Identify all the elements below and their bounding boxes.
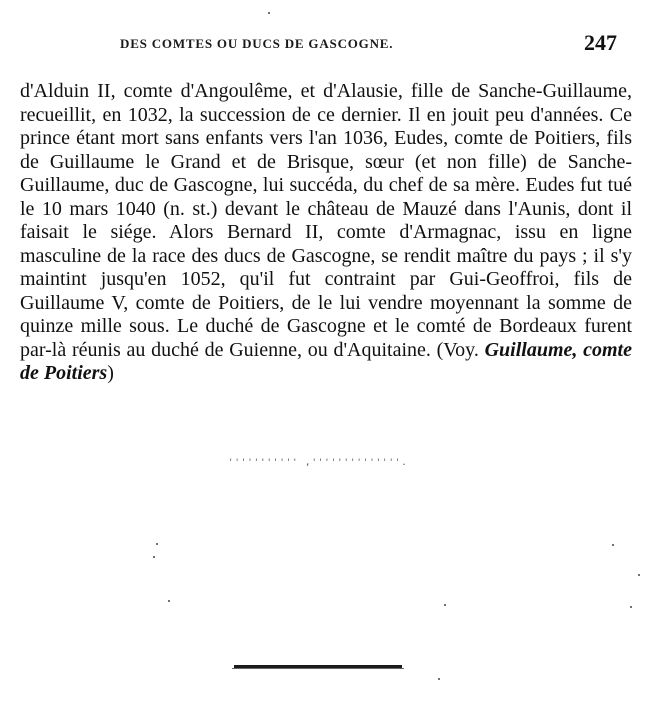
paragraph-close: ) — [107, 362, 114, 384]
ink-speck — [156, 543, 158, 545]
page-number: 247 — [584, 30, 617, 55]
ink-speck — [438, 678, 440, 680]
body-paragraph — [20, 80, 632, 386]
print-ornament: ''''''''''' ,''''''''''''''. — [228, 458, 408, 468]
ink-speck — [168, 600, 170, 602]
ink-speck — [153, 556, 155, 558]
ink-speck — [268, 12, 270, 14]
ink-speck — [612, 544, 614, 546]
running-head: DES COMTES OU DUCS DE GASCOGNE. — [120, 36, 394, 51]
paragraph-text: d'Alduin II, comte d'Angoulême, et d'Alausie, fille de Sanche-Guillaume, recueillit, en 1032, la succession de ce dernier. Il en jouit peu d'années. Ce prince étant mort sans enfants vers l'an 1036, Eudes, comte de Poitiers, fils de Guillaume le Grand et de Brisque, sœur (et non fille) de Sanche-Guillaume, duc de Gascogne, lui succéda, du chef de sa mère. Eudes fut tué le 10 mars 1040 (n. st.) devant le château de Mauzé dans l'Aunis, dont il faisait le siége. Alors Bernard II, comte d'Armagnac, issu en ligne masculine de la race des ducs de Gascogne, se rendit maître du pays ; il s'y maintint jusqu'en 1052, qu'il fut contraint par Gui-Geoffroi, fils de Guillaume V, comte de Poitiers, de le lui vendre moyennant la somme de quinze mille sous. Le duché de Gascogne et le comté de Bordeaux furent par-là réunis au duché de Guienne, ou d'Aquitaine. (Voy. — [20, 80, 632, 361]
ink-speck — [638, 574, 640, 576]
ink-speck — [630, 606, 632, 608]
ink-speck — [444, 604, 446, 606]
cross-reference: Guillaume, comte de Poitiers — [20, 338, 632, 384]
tail-rule-shadow — [232, 668, 404, 669]
